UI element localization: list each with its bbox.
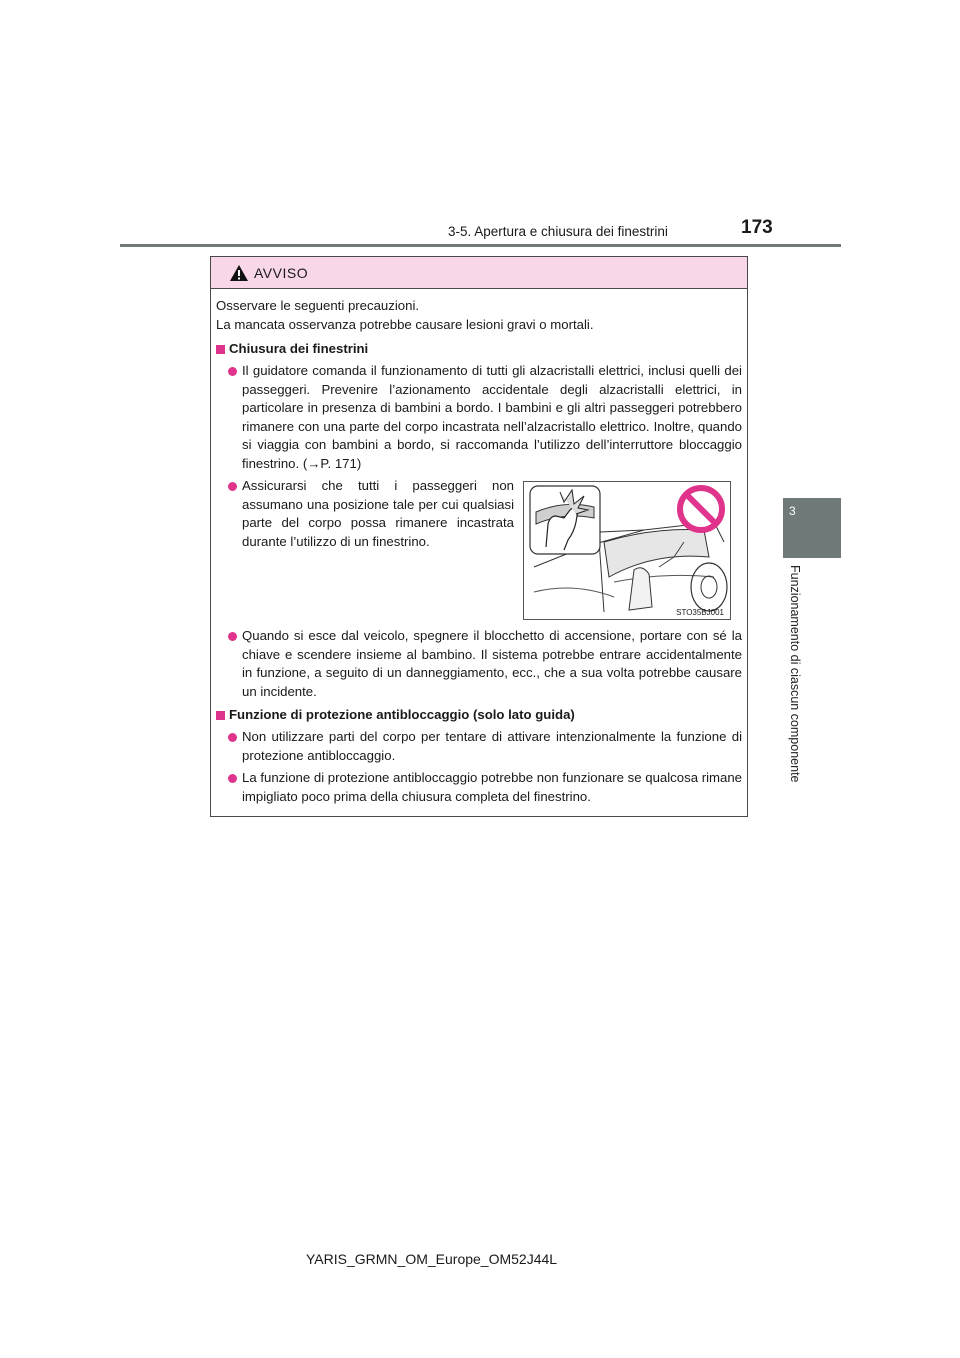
bullet-dot-icon (228, 482, 237, 491)
bullet-dot-icon (228, 367, 237, 376)
warning-intro: Osservare le seguenti precauzioni. (216, 298, 420, 313)
warning-header (211, 257, 747, 289)
car-interior-illustration (524, 482, 731, 620)
warning-intro-2: La mancata osservanza potrebbe causare lesioni gravi o mortali. (216, 317, 594, 332)
bullet-driver-control: Il guidatore comanda il funzionamento di tutti gli alzacristalli elettrici, inclusi quelli dei passeggeri. Prevenire l’azionamento accidentale degli alzacristalli elettrici, in particolare in presenza di bambini a bordo. I bambini e gli altri passeggeri potrebbero rimanere con una parte del corpo incastrata nell’alzacristallo elettrico. Inoltre, quando si viaggia con bambini a bordo, si raccomanda l’utilizzo dell’interruttore bloccaggio finestrino. (→P. 171) (242, 363, 742, 471)
section-square-icon (216, 345, 225, 354)
section-square-icon (216, 711, 225, 720)
illustration-code: STO35BJ001 (676, 608, 724, 617)
warning-triangle-icon (229, 264, 249, 282)
chapter-number: 3 (789, 504, 796, 518)
bullet-dot-icon (228, 632, 237, 641)
chapter-tab (783, 498, 841, 558)
bullet-dot-icon (228, 774, 237, 783)
warning-title: AVVISO (254, 265, 309, 281)
bullet-may-not-work: La funzione di protezione antibloccaggio potrebbe non funzionare se qualcosa rimane impigliato poco prima della chiusura completa del finestrino. (242, 770, 743, 804)
chapter-title-tab (783, 565, 807, 795)
header-rule (120, 244, 841, 247)
chapter-title: Funzionamento di ciascun componente (788, 565, 802, 783)
page-number: 173 (741, 217, 773, 238)
bullet-exit-vehicle: Quando si esce dal veicolo, spegnere il blocchetto di accensione, portare con sé la chiave e scendere insieme al bambino. Il sistema potrebbe entrare accidentalmente in funzione, a seguito di un danneggiamento, ecc., che a sua volta potrebbe causare un incidente. (242, 628, 742, 699)
window-pinch-illustration (523, 481, 731, 620)
bullet-dot-icon (228, 733, 237, 742)
bullet-no-body-parts: Non utilizzare parti del corpo per tentare di attivare intenzionalmente la funzione di protezione antibloccaggio. (242, 729, 742, 763)
document-id: YARIS_GRMN_OM_Europe_OM52J44L (306, 1251, 558, 1267)
section-heading-jam-protection: Funzione di protezione antibloccaggio (solo lato guida) (229, 707, 575, 722)
section-title: 3-5. Apertura e chiusura dei finestrini (448, 224, 668, 239)
section-heading-closing: Chiusura dei finestrini (229, 341, 369, 356)
bullet-passenger-position: Assicurarsi che tutti i passeggeri non assumano una posizione tale per cui qualsiasi parte del corpo possa rimanere incastrata durante l’utilizzo di un finestrino. (242, 478, 514, 549)
